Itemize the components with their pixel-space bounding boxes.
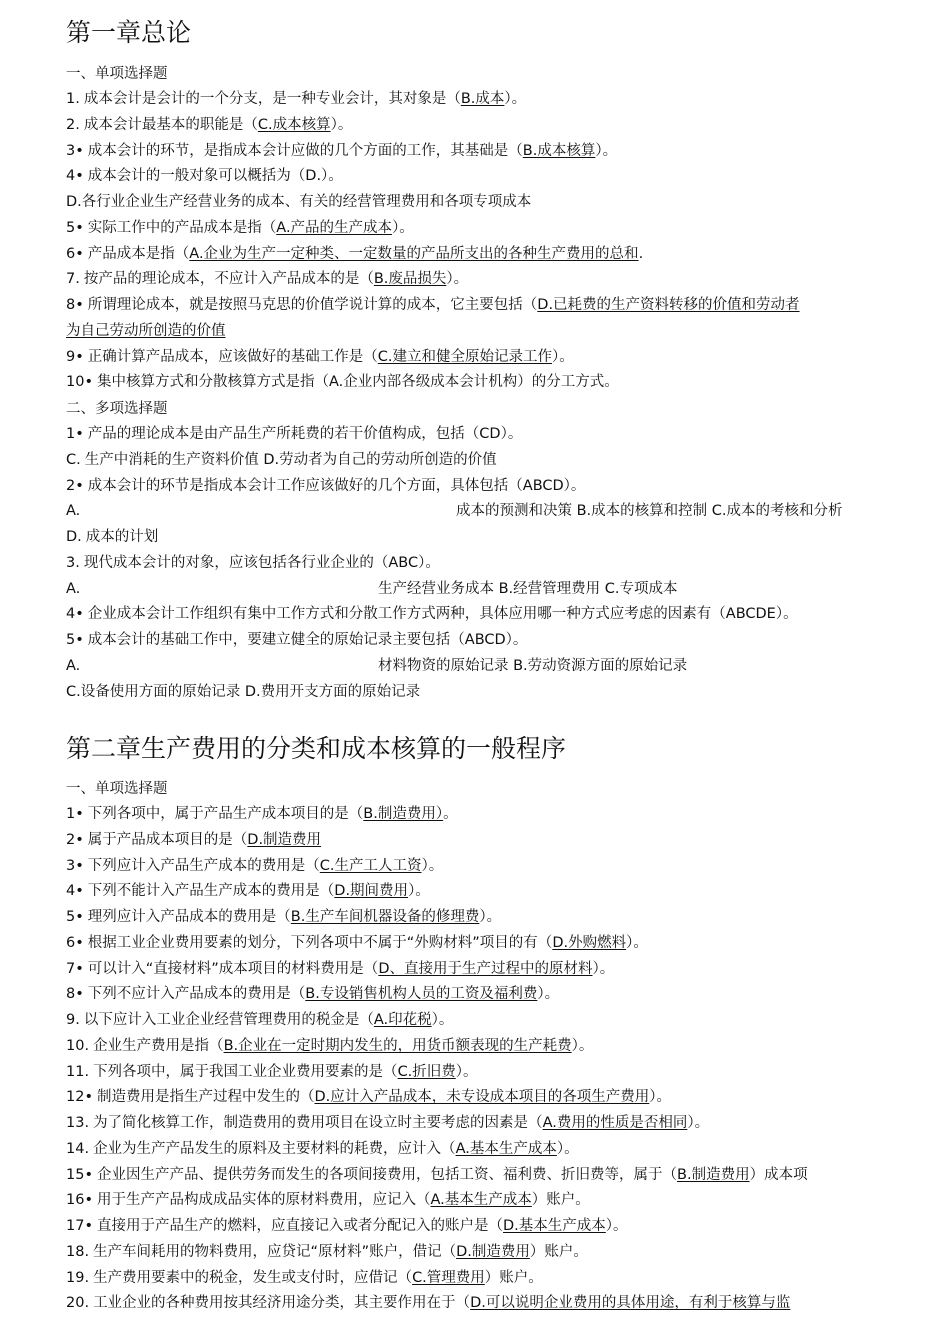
question-text: 可以计入“直接材料”成本项目的材料费用是（	[87, 960, 379, 977]
question-number: 9•	[66, 348, 84, 365]
question-line	[66, 880, 430, 902]
answer-text: B.专设销售机构人员的工资及福利费	[305, 986, 538, 1003]
question-line	[66, 1292, 790, 1314]
question-line	[66, 932, 648, 954]
question-number: A.	[66, 580, 81, 597]
question-line	[66, 829, 321, 851]
question-number: 1•	[66, 426, 84, 442]
section-heading: 二、多项选择题	[66, 401, 168, 417]
question-number: 18.	[66, 1243, 90, 1260]
question-number: 4•	[66, 168, 84, 185]
answer-text: B.制造费用	[677, 1166, 750, 1183]
answer-text: D.已耗费的生产资料转移的价值和劳动者	[537, 297, 800, 313]
question-tail: ）账户。	[484, 1269, 543, 1286]
question-text: 实际工作中的产品成本是指（	[87, 219, 277, 236]
section-heading: 一、单项选择题	[66, 66, 168, 82]
question-number: 3•	[66, 857, 84, 874]
question-number: 5•	[66, 909, 84, 925]
question-tail: ）成本项	[749, 1166, 808, 1183]
question-text: 生产中消耗的生产资料价值 D.劳动者为自己的劳动所创造的价值	[84, 451, 497, 468]
question-line	[66, 1112, 709, 1134]
question-text: 下列不能计入产品生产成本的费用是（	[87, 883, 335, 900]
question-line	[66, 294, 800, 316]
question-number: 5•	[66, 219, 84, 236]
question-tail: ）。	[687, 1115, 710, 1131]
question-line	[66, 320, 226, 342]
question-line	[66, 1241, 588, 1263]
answer-text: D、直接用于生产过程中的原材料	[378, 960, 593, 977]
chapter-title: 第一章总论	[66, 18, 192, 47]
answer-text: B.生产车间机器设备的修理费	[290, 909, 480, 925]
answer-text: D.制造费用	[456, 1243, 530, 1260]
question-text: 下列应计入产品生产成本的费用是（	[87, 857, 320, 874]
question-text: 以下应计入工业企业经营管理费用的税金是（	[83, 1012, 374, 1028]
question-line	[66, 1138, 579, 1160]
answer-text: B.制造费用）	[363, 806, 444, 822]
question-text: 工业企业的各种费用按其经济用途分类，其主要作用在于（	[93, 1295, 471, 1312]
question-tail: .	[638, 245, 644, 262]
answer-text: D.期间费用	[334, 883, 409, 900]
question-number: 16•	[66, 1192, 94, 1209]
question-tail: ）。	[537, 986, 560, 1003]
question-text: 直接用于产品生产的燃料，应直接记入或者分配记入的账户是（	[97, 1218, 504, 1234]
question-tail: ）账户。	[531, 1192, 590, 1209]
question-line	[66, 906, 501, 928]
question-line	[66, 500, 843, 522]
question-text: 下列各项中，属于产品生产成本项目的是（	[87, 806, 364, 822]
question-number: 4•	[66, 883, 84, 900]
question-text: 所谓理论成本，就是按照马克思的价值学说计算的成本，它主要包括（	[87, 297, 538, 313]
question-line	[66, 1061, 478, 1083]
question-number: 14.	[66, 1140, 90, 1157]
question-number: D.	[66, 529, 82, 545]
question-tail: ）。	[392, 219, 414, 236]
question-tail: ）。	[556, 1140, 579, 1157]
question-line	[66, 681, 420, 703]
question-line	[66, 578, 678, 600]
question-line	[66, 803, 458, 825]
option-text: 材料物资的原始记录 B.劳动资源方面的原始记录	[378, 657, 688, 674]
question-number: 11.	[66, 1063, 90, 1080]
question-tail: ）。	[626, 934, 648, 951]
answer-text: C.管理费用	[412, 1269, 485, 1286]
answer-text: C.折旧费	[397, 1063, 456, 1080]
question-tail: ）。	[408, 883, 430, 900]
question-text: 用于生产产品构成成品实体的原材料费用，应记入（	[97, 1192, 431, 1209]
question-number: 1.	[66, 91, 80, 107]
question-number: 6•	[66, 934, 84, 951]
question-text: 生产车间耗用的物料费用，应贷记“原材料”账户，借记（	[93, 1243, 457, 1260]
question-text: 属于产品成本项目的是（	[87, 831, 248, 848]
question-number: C.	[66, 451, 81, 468]
question-number: 9.	[66, 1012, 80, 1028]
question-text: 企业成本会计工作组织有集中工作方式和分散工作方式两种，具体应用哪一种方式应考虑的因素有（ABCDE）。	[87, 606, 798, 623]
answer-text: B.企业在一定时期内发生的，用货币额表现的生产耗费	[223, 1037, 572, 1054]
question-number: 5•	[66, 632, 84, 648]
question-tail: ）。	[421, 857, 444, 874]
question-text: 下列各项中，属于我国工业企业费用要素的是（	[93, 1063, 398, 1080]
question-line	[66, 1215, 628, 1237]
question-number: A.	[66, 503, 81, 520]
option-text: 生产经营业务成本 B.经营管理费用 C.专项成本	[378, 580, 678, 597]
question-line	[66, 1189, 590, 1211]
answer-text: 为自己劳动所创造的价值	[66, 322, 226, 339]
question-text: 集中核算方式和分散核算方式是指（A.企业内部各级成本会计机构）的分工方式。	[97, 374, 619, 391]
question-tail: ）。	[649, 1089, 672, 1106]
question-number: 3.	[66, 554, 80, 571]
question-line	[66, 165, 343, 187]
question-text: 根据工业企业费用要素的划分，下列各项中不属于“外购材料”项目的有（	[87, 934, 553, 951]
question-text: 按产品的理论成本，不应计入产品成本的是（	[83, 271, 374, 288]
question-number: 17•	[66, 1218, 94, 1234]
question-tail: ）。	[479, 909, 502, 925]
question-text: 现代成本会计的对象，应该包括各行业企业的（ABC）。	[83, 554, 440, 571]
question-tail: ）。	[571, 1037, 594, 1054]
answer-text: C.生产工人工资	[319, 857, 422, 874]
question-tail: ）。	[605, 1218, 628, 1234]
question-line	[66, 958, 614, 980]
question-line	[66, 243, 643, 265]
question-number: 2•	[66, 477, 84, 494]
question-line	[66, 449, 497, 471]
question-text: 制造费用是指生产过程中发生的（	[97, 1089, 315, 1106]
answer-text: D.可以说明企业费用的具体用途，有利于核算与监	[470, 1295, 791, 1312]
question-tail: ）。	[455, 1063, 478, 1080]
question-text: 正确计算产品成本，应该做好的基础工作是（	[87, 348, 378, 365]
question-text: 成本的计划	[85, 529, 159, 545]
question-line	[66, 114, 352, 136]
answer-text: C.成本核算	[257, 116, 331, 133]
question-line	[66, 346, 574, 368]
chapter-title: 第二章生产费用的分类和成本核算的一般程序	[66, 734, 567, 763]
question-line	[66, 1086, 671, 1108]
question-text: 成本会计最基本的职能是（	[83, 116, 258, 133]
question-text: 成本会计的环节是指成本会计工作应该做好的几个方面，具体包括（ABCD）。	[87, 477, 586, 494]
answer-text: B.废品损失	[373, 271, 447, 288]
answer-text: A.费用的性质是否相同	[542, 1115, 688, 1131]
question-number: 8•	[66, 297, 84, 313]
question-tail: ）。	[595, 142, 618, 159]
question-line	[66, 552, 440, 574]
question-line	[66, 88, 526, 110]
question-line	[66, 191, 531, 213]
question-line	[66, 1267, 543, 1289]
question-line	[66, 423, 522, 445]
question-text: 企业为生产产品发生的原料及主要材料的耗费，应计入（	[93, 1140, 456, 1157]
answer-text: D.制造费用	[247, 831, 322, 848]
question-text: 企业因生产产品、提供劳务而发生的各项间接费用，包括工资、福利费、折旧费等，属于（	[97, 1166, 678, 1183]
question-tail: ）。	[592, 960, 615, 977]
question-line	[66, 983, 559, 1005]
question-tail: ）。	[504, 91, 527, 107]
question-number: 10.	[66, 1037, 90, 1054]
answer-text: A.企业为生产一定种类、一定数量的产品所支出的各种生产费用的总和	[189, 245, 639, 262]
question-text: 成本会计的环节，是指成本会计应做的几个方面的工作，其基础是（	[87, 142, 523, 159]
question-line	[66, 268, 468, 290]
question-text: 为了简化核算工作，制造费用的费用项目在设立时主要考虑的因素是（	[93, 1115, 543, 1131]
answer-text: A.基本生产成本	[455, 1140, 557, 1157]
question-number: 6•	[66, 245, 84, 262]
question-text: 企业生产费用是指（	[93, 1037, 224, 1054]
question-line	[66, 526, 158, 548]
question-tail: ）账户。	[529, 1243, 588, 1260]
question-line	[66, 1164, 808, 1186]
question-line	[66, 475, 585, 497]
question-text: C.设备使用方面的原始记录 D.费用开支方面的原始记录	[66, 683, 421, 700]
question-text: D.各行业企业生产经营业务的成本、有关的经营管理费用和各项专项成本	[66, 194, 532, 210]
question-number: A.	[66, 657, 81, 674]
question-text: 产品成本是指（	[87, 245, 190, 262]
question-line	[66, 217, 414, 239]
question-text: 生产费用要素中的税金，发生或支付时，应借记（	[93, 1269, 413, 1286]
question-line	[66, 655, 688, 677]
question-number: 10•	[66, 374, 94, 391]
question-line	[66, 603, 798, 625]
answer-text: B.成本	[460, 91, 505, 107]
question-number: 2•	[66, 831, 84, 848]
answer-text: A.产品的生产成本	[276, 219, 393, 236]
question-text: 成本会计的基础工作中，要建立健全的原始记录主要包括（ABCD）。	[87, 632, 528, 648]
answer-text: D.基本生产成本	[503, 1218, 606, 1234]
question-number: 13.	[66, 1115, 90, 1131]
question-tail: ）。	[330, 116, 353, 133]
question-number: 15•	[66, 1166, 94, 1183]
answer-text: D.外购燃料	[552, 934, 627, 951]
question-text: 成本会计是会计的一个分支，是一种专业会计，其对象是（	[83, 91, 461, 107]
question-number: 1•	[66, 806, 84, 822]
option-text: 成本的预测和决策 B.成本的核算和控制 C.成本的考核和分析	[456, 503, 843, 520]
answer-text: A.印花税	[373, 1012, 432, 1028]
question-number: 20.	[66, 1295, 90, 1312]
question-line	[66, 140, 617, 162]
section-heading: 一、单项选择题	[66, 781, 168, 797]
question-number: 3•	[66, 142, 84, 159]
answer-text: D.应计入产品成本，未专设成本项目的各项生产费用	[314, 1089, 650, 1106]
question-number: 7.	[66, 271, 80, 288]
question-line	[66, 1009, 453, 1031]
question-number: 4•	[66, 606, 84, 623]
question-line	[66, 629, 527, 651]
question-line	[66, 855, 443, 877]
question-text: 理列应计入产品成本的费用是（	[87, 909, 291, 925]
question-number: 12•	[66, 1089, 94, 1106]
question-line	[66, 1035, 593, 1057]
question-number: 7•	[66, 960, 84, 977]
question-number: 8•	[66, 986, 84, 1003]
question-text: 下列不应计入产品成本的费用是（	[87, 986, 306, 1003]
question-number: 19.	[66, 1269, 90, 1286]
question-text: 产品的理论成本是由产品生产所耗费的若干价值构成，包括（CD）。	[87, 426, 523, 442]
answer-text: A.基本生产成本	[430, 1192, 532, 1209]
question-tail: ）。	[446, 271, 469, 288]
question-tail: ）。	[431, 1012, 454, 1028]
answer-text: C.建立和健全原始记录工作	[377, 348, 553, 365]
question-tail: ）。	[552, 348, 574, 365]
question-number: 2.	[66, 116, 80, 133]
question-text: 成本会计的一般对象可以概括为（D.）。	[87, 168, 343, 185]
question-tail: 。	[443, 806, 458, 822]
answer-text: B.成本核算	[522, 142, 596, 159]
question-line	[66, 371, 619, 393]
